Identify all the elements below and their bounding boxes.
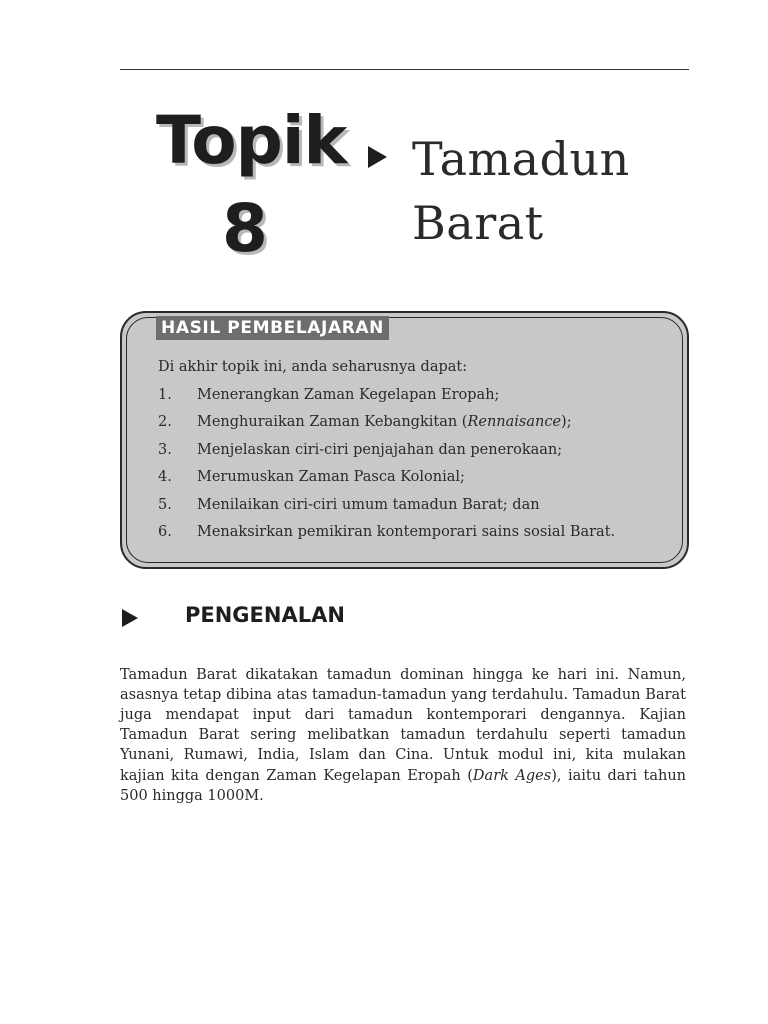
section-arrow-icon (122, 609, 138, 627)
list-item (158, 522, 678, 549)
topic-title-line-2: Barat (412, 196, 544, 250)
list-item (158, 495, 678, 522)
list-item (158, 440, 678, 467)
learning-outcomes-list (158, 385, 678, 549)
list-item-number: 4. (158, 469, 172, 486)
learning-outcomes-heading: HASIL PEMBELAJARAN (156, 316, 389, 340)
list-item-text (197, 412, 572, 439)
paragraph-text-part: Tamadun Barat dikatakan tamadun dominan hingga ke hari ini. Namun, asasnya tetap dibina atas tamadun-tamadun yang terdahulu. Tamadun Barat juga mendapat input dari tamadun kontemporari dengannya. Kajian Tamadun Barat sering melibatkan tamadun terdahulu seperti tamadun Yunani, Rumawi, India, Islam dan Cina. Untuk modul ini, kita mulakan kajian kita dengan Zaman Kegelapan Eropah ( (120, 666, 686, 784)
learning-outcomes-intro: Di akhir topik ini, anda seharusnya dapat: (158, 359, 468, 375)
list-item-italic-term: Rennaisance (467, 414, 562, 431)
header-rule (120, 69, 689, 70)
list-item-text: Menjelaskan ciri-ciri penjajahan dan penerokaan; (197, 441, 563, 458)
section-heading: PENGENALAN (185, 603, 345, 627)
paragraph-text-part: ), iaitu dari tahun 500 hingga 1000M. (120, 767, 686, 804)
list-item-number: 6. (158, 523, 172, 540)
intro-paragraph (120, 665, 686, 806)
list-item-number: 3. (158, 441, 172, 458)
list-item (158, 467, 678, 494)
list-item (158, 385, 678, 412)
list-item-number: 2. (158, 414, 172, 431)
list-item-number: 1. (158, 387, 172, 403)
paragraph-italic-term: Dark Ages (472, 767, 552, 784)
list-item-text-part: ); (561, 414, 572, 431)
topic-title-line-1: Tamadun (412, 132, 630, 186)
list-item-text: Menerangkan Zaman Kegelapan Eropah; (197, 387, 500, 403)
list-item-number: 5. (158, 496, 172, 513)
topic-label: Topik (156, 102, 347, 179)
list-item (158, 412, 678, 439)
topic-number: 8 (222, 190, 268, 267)
list-item-text: Menilaikan ciri-ciri umum tamadun Barat; dan (197, 496, 540, 513)
play-arrow-icon (368, 146, 387, 168)
list-item-text-part: Menghuraikan Zaman Kebangkitan ( (197, 414, 468, 431)
list-item-text: Menaksirkan pemikiran kontemporari sains sosial Barat. (197, 523, 616, 540)
list-item-text: Merumuskan Zaman Pasca Kolonial; (197, 469, 465, 486)
